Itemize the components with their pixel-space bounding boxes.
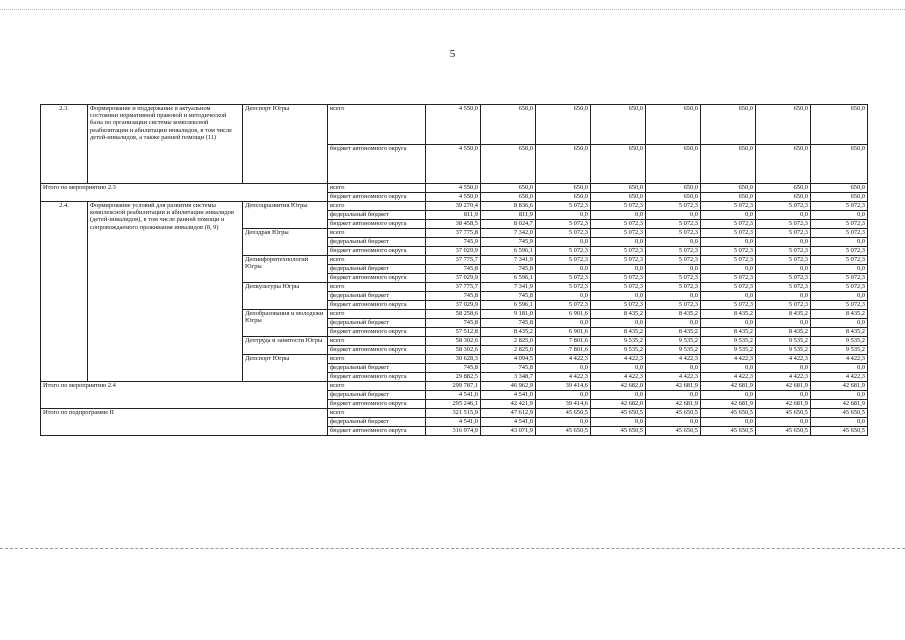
value-cell: 5 072,3 xyxy=(591,202,646,211)
executor-cell: Депспорт Югры xyxy=(243,105,328,184)
value-cell: 45 650,5 xyxy=(811,427,868,436)
funding-source: федеральный бюджет xyxy=(328,238,426,247)
value-cell: 2 825,0 xyxy=(481,337,536,346)
value-cell: 4 550,0 xyxy=(426,105,481,145)
value-cell: 5 072,3 xyxy=(756,301,811,310)
value-cell: 5 072,3 xyxy=(536,247,591,256)
value-cell: 8 435,2 xyxy=(756,310,811,319)
value-cell: 745,8 xyxy=(426,364,481,373)
value-cell: 6 901,6 xyxy=(536,310,591,319)
value-cell: 0,0 xyxy=(646,238,701,247)
value-cell: 5 072,3 xyxy=(756,220,811,229)
value-cell: 4 541,0 xyxy=(426,418,481,427)
value-cell: 650,0 xyxy=(811,184,868,193)
funding-source: всего xyxy=(328,355,426,364)
funding-source: бюджет автономного округа xyxy=(328,193,426,202)
value-cell: 45 650,5 xyxy=(591,427,646,436)
funding-source: бюджет автономного округа xyxy=(328,346,426,355)
value-cell: 45 650,5 xyxy=(756,409,811,418)
value-cell: 5 072,3 xyxy=(756,256,811,265)
value-cell: 8 435,2 xyxy=(811,328,868,337)
funding-source: всего xyxy=(328,337,426,346)
value-cell: 811,9 xyxy=(481,211,536,220)
table-row xyxy=(41,184,868,193)
value-cell: 5 072,3 xyxy=(591,256,646,265)
value-cell: 650,0 xyxy=(481,105,536,145)
value-cell: 5 072,3 xyxy=(646,274,701,283)
value-cell: 650,0 xyxy=(536,144,591,184)
value-cell: 7 342,0 xyxy=(481,229,536,238)
value-cell: 0,0 xyxy=(701,265,756,274)
value-cell: 0,0 xyxy=(536,211,591,220)
value-cell: 9 535,2 xyxy=(811,346,868,355)
value-cell: 39 414,6 xyxy=(536,382,591,391)
value-cell: 0,0 xyxy=(536,292,591,301)
executor-cell: Депсоцразвития Югры xyxy=(243,202,328,229)
value-cell: 58 302,6 xyxy=(426,337,481,346)
value-cell: 9 535,2 xyxy=(756,346,811,355)
value-cell: 321 515,9 xyxy=(426,409,481,418)
value-cell: 4 422,3 xyxy=(646,355,701,364)
value-cell: 42 681,9 xyxy=(701,382,756,391)
value-cell: 30 628,3 xyxy=(426,355,481,364)
value-cell: 9 535,2 xyxy=(591,346,646,355)
value-cell: 650,0 xyxy=(481,193,536,202)
value-cell: 5 072,3 xyxy=(701,274,756,283)
value-cell: 9 535,2 xyxy=(591,337,646,346)
value-cell: 5 072,3 xyxy=(756,274,811,283)
table-row xyxy=(41,105,868,145)
value-cell: 42 681,9 xyxy=(811,382,868,391)
value-cell: 9 535,2 xyxy=(701,337,756,346)
value-cell: 745,9 xyxy=(426,238,481,247)
value-cell: 37 029,9 xyxy=(426,247,481,256)
value-cell: 0,0 xyxy=(591,265,646,274)
value-cell: 4 422,3 xyxy=(701,355,756,364)
value-cell: 0,0 xyxy=(756,238,811,247)
funding-source: бюджет автономного округа xyxy=(328,220,426,229)
value-cell: 29 882,5 xyxy=(426,373,481,382)
value-cell: 5 072,3 xyxy=(646,301,701,310)
value-cell: 37 029,9 xyxy=(426,274,481,283)
value-cell: 46 962,9 xyxy=(481,382,536,391)
value-cell: 6 901,6 xyxy=(536,328,591,337)
value-cell: 5 072,3 xyxy=(536,202,591,211)
value-cell: 4 541,0 xyxy=(426,391,481,400)
funding-source: бюджет автономного округа xyxy=(328,247,426,256)
value-cell: 4 550,0 xyxy=(426,184,481,193)
value-cell: 9 535,2 xyxy=(646,346,701,355)
value-cell: 45 650,5 xyxy=(646,427,701,436)
funding-source: федеральный бюджет xyxy=(328,292,426,301)
funding-source: всего xyxy=(328,382,426,391)
value-cell: 4 422,3 xyxy=(811,373,868,382)
funding-source: федеральный бюджет xyxy=(328,265,426,274)
value-cell: 4 541,0 xyxy=(481,391,536,400)
measure-code: 2.3. xyxy=(41,105,88,184)
value-cell: 8 836,6 xyxy=(481,202,536,211)
value-cell: 0,0 xyxy=(756,292,811,301)
value-cell: 6 596,1 xyxy=(481,301,536,310)
value-cell: 650,0 xyxy=(701,193,756,202)
funding-source: бюджет автономного округа xyxy=(328,328,426,337)
budget-table xyxy=(40,104,868,436)
funding-source: федеральный бюджет xyxy=(328,418,426,427)
value-cell: 0,0 xyxy=(591,364,646,373)
value-cell: 5 072,3 xyxy=(811,220,868,229)
value-cell: 0,0 xyxy=(756,211,811,220)
value-cell: 42 421,9 xyxy=(481,400,536,409)
value-cell: 4 422,3 xyxy=(591,373,646,382)
value-cell: 38 458,5 xyxy=(426,220,481,229)
scan-artifact-line xyxy=(0,548,905,549)
value-cell: 299 787,1 xyxy=(426,382,481,391)
value-cell: 0,0 xyxy=(591,319,646,328)
value-cell: 650,0 xyxy=(756,184,811,193)
value-cell: 811,9 xyxy=(426,211,481,220)
measure-title: Формирование условий для развития системы комплексной реабилитации и абилитации инвалидов (детей-инвалидов), в том числе ранней помощи и сопровождаемого проживания инвалидов (8, 9) xyxy=(88,202,243,382)
value-cell: 650,0 xyxy=(591,184,646,193)
value-cell: 0,0 xyxy=(811,418,868,427)
value-cell: 4 541,0 xyxy=(481,418,536,427)
value-cell: 45 650,5 xyxy=(811,409,868,418)
scan-header-rule xyxy=(0,9,905,11)
value-cell: 5 072,3 xyxy=(591,220,646,229)
value-cell: 4 422,3 xyxy=(701,373,756,382)
value-cell: 0,0 xyxy=(701,292,756,301)
value-cell: 42 682,0 xyxy=(591,400,646,409)
value-cell: 0,0 xyxy=(591,238,646,247)
value-cell: 9 535,2 xyxy=(756,337,811,346)
value-cell: 0,0 xyxy=(536,238,591,247)
value-cell: 0,0 xyxy=(646,211,701,220)
value-cell: 47 612,9 xyxy=(481,409,536,418)
value-cell: 45 650,5 xyxy=(591,409,646,418)
subtotal-label: Итого по мероприятию 2.3 xyxy=(41,184,328,202)
value-cell: 8 435,2 xyxy=(811,310,868,319)
value-cell: 5 072,3 xyxy=(646,229,701,238)
value-cell: 745,8 xyxy=(481,265,536,274)
value-cell: 4 550,0 xyxy=(426,144,481,184)
value-cell: 650,0 xyxy=(646,184,701,193)
executor-cell: Депздрав Югры xyxy=(243,229,328,256)
value-cell: 5 072,3 xyxy=(591,301,646,310)
value-cell: 5 072,3 xyxy=(701,220,756,229)
funding-source: всего xyxy=(328,202,426,211)
value-cell: 0,0 xyxy=(701,319,756,328)
value-cell: 5 072,3 xyxy=(591,283,646,292)
value-cell: 42 681,9 xyxy=(646,400,701,409)
value-cell: 45 650,5 xyxy=(646,409,701,418)
executor-cell: Дептруда и занятости Югры xyxy=(243,337,328,355)
value-cell: 745,8 xyxy=(481,319,536,328)
value-cell: 0,0 xyxy=(591,211,646,220)
value-cell: 5 072,3 xyxy=(756,229,811,238)
value-cell: 0,0 xyxy=(536,319,591,328)
value-cell: 42 681,9 xyxy=(701,400,756,409)
funding-source: федеральный бюджет xyxy=(328,364,426,373)
value-cell: 0,0 xyxy=(646,418,701,427)
executor-cell: Депобразования и молодежи Югры xyxy=(243,310,328,337)
value-cell: 5 072,3 xyxy=(811,301,868,310)
value-cell: 7 341,9 xyxy=(481,256,536,265)
value-cell: 650,0 xyxy=(756,193,811,202)
value-cell: 7 341,9 xyxy=(481,283,536,292)
value-cell: 42 681,9 xyxy=(756,400,811,409)
value-cell: 9 181,0 xyxy=(481,310,536,319)
value-cell: 5 072,3 xyxy=(811,283,868,292)
value-cell: 5 072,3 xyxy=(646,283,701,292)
value-cell: 650,0 xyxy=(591,144,646,184)
value-cell: 0,0 xyxy=(756,418,811,427)
funding-source: федеральный бюджет xyxy=(328,391,426,400)
value-cell: 8 024,7 xyxy=(481,220,536,229)
table-row xyxy=(41,202,868,211)
value-cell: 37 029,9 xyxy=(426,301,481,310)
value-cell: 650,0 xyxy=(536,184,591,193)
value-cell: 650,0 xyxy=(536,105,591,145)
value-cell: 650,0 xyxy=(536,193,591,202)
table-row xyxy=(41,382,868,391)
value-cell: 650,0 xyxy=(811,144,868,184)
measure-title: Формирование и поддержание в актуальном состоянии нормативной правовой и методической базы по организации системы комплексной реабилитации и абилитации инвалидов, в том числе детей-инвалидов, а также ранней помощи (11) xyxy=(88,105,243,184)
funding-source: всего xyxy=(328,184,426,193)
value-cell: 0,0 xyxy=(811,292,868,301)
value-cell: 43 071,9 xyxy=(481,427,536,436)
value-cell: 5 072,3 xyxy=(536,220,591,229)
value-cell: 650,0 xyxy=(646,144,701,184)
value-cell: 5 072,3 xyxy=(536,301,591,310)
value-cell: 0,0 xyxy=(701,211,756,220)
funding-source: бюджет автономного округа xyxy=(328,400,426,409)
value-cell: 5 072,3 xyxy=(811,274,868,283)
subtotal-label: Итого по мероприятию 2.4 xyxy=(41,382,328,409)
value-cell: 4 422,3 xyxy=(811,355,868,364)
value-cell: 650,0 xyxy=(701,144,756,184)
value-cell: 6 596,1 xyxy=(481,247,536,256)
value-cell: 650,0 xyxy=(701,105,756,145)
value-cell: 37 775,7 xyxy=(426,283,481,292)
funding-source: всего xyxy=(328,229,426,238)
value-cell: 42 682,0 xyxy=(591,382,646,391)
value-cell: 8 435,2 xyxy=(591,310,646,319)
value-cell: 295 246,1 xyxy=(426,400,481,409)
value-cell: 0,0 xyxy=(811,265,868,274)
value-cell: 4 422,3 xyxy=(756,355,811,364)
value-cell: 2 825,0 xyxy=(481,346,536,355)
value-cell: 5 072,3 xyxy=(591,229,646,238)
funding-source: бюджет автономного округа xyxy=(328,427,426,436)
value-cell: 42 681,9 xyxy=(646,382,701,391)
value-cell: 745,8 xyxy=(426,265,481,274)
value-cell: 39 270,4 xyxy=(426,202,481,211)
funding-source: всего xyxy=(328,409,426,418)
value-cell: 745,8 xyxy=(481,292,536,301)
value-cell: 8 435,2 xyxy=(591,328,646,337)
value-cell: 0,0 xyxy=(646,364,701,373)
value-cell: 8 435,2 xyxy=(481,328,536,337)
value-cell: 0,0 xyxy=(756,265,811,274)
value-cell: 8 435,2 xyxy=(646,328,701,337)
value-cell: 5 072,3 xyxy=(701,247,756,256)
value-cell: 0,0 xyxy=(536,418,591,427)
value-cell: 650,0 xyxy=(811,193,868,202)
value-cell: 650,0 xyxy=(591,105,646,145)
value-cell: 0,0 xyxy=(756,364,811,373)
value-cell: 58 258,6 xyxy=(426,310,481,319)
value-cell: 0,0 xyxy=(756,319,811,328)
value-cell: 0,0 xyxy=(591,418,646,427)
value-cell: 37 775,8 xyxy=(426,229,481,238)
value-cell: 0,0 xyxy=(646,319,701,328)
value-cell: 9 535,2 xyxy=(701,346,756,355)
value-cell: 745,8 xyxy=(426,292,481,301)
value-cell: 745,8 xyxy=(481,364,536,373)
value-cell: 7 801,6 xyxy=(536,337,591,346)
value-cell: 5 072,3 xyxy=(811,229,868,238)
value-cell: 6 596,1 xyxy=(481,274,536,283)
value-cell: 5 072,3 xyxy=(756,202,811,211)
value-cell: 5 072,3 xyxy=(591,274,646,283)
value-cell: 0,0 xyxy=(701,364,756,373)
value-cell: 316 974,9 xyxy=(426,427,481,436)
value-cell: 5 072,3 xyxy=(536,274,591,283)
value-cell: 0,0 xyxy=(591,391,646,400)
value-cell: 4 422,3 xyxy=(536,355,591,364)
value-cell: 5 072,3 xyxy=(646,256,701,265)
value-cell: 0,0 xyxy=(646,265,701,274)
value-cell: 650,0 xyxy=(646,193,701,202)
value-cell: 45 650,5 xyxy=(756,427,811,436)
value-cell: 5 072,3 xyxy=(536,283,591,292)
value-cell: 5 072,3 xyxy=(756,247,811,256)
value-cell: 0,0 xyxy=(591,292,646,301)
executor-cell: Депспорт Югры xyxy=(243,355,328,382)
value-cell: 5 072,3 xyxy=(646,220,701,229)
value-cell: 0,0 xyxy=(811,238,868,247)
funding-source: бюджет автономного округа xyxy=(328,301,426,310)
value-cell: 5 072,3 xyxy=(646,202,701,211)
value-cell: 58 302,6 xyxy=(426,346,481,355)
funding-source: бюджет автономного округа xyxy=(328,144,426,184)
value-cell: 0,0 xyxy=(756,391,811,400)
value-cell: 745,8 xyxy=(426,319,481,328)
value-cell: 5 072,3 xyxy=(756,283,811,292)
value-cell: 5 072,3 xyxy=(701,283,756,292)
value-cell: 0,0 xyxy=(646,391,701,400)
value-cell: 5 072,3 xyxy=(646,247,701,256)
measure-code: 2.4. xyxy=(41,202,88,382)
value-cell: 5 072,3 xyxy=(591,247,646,256)
value-cell: 745,9 xyxy=(481,238,536,247)
value-cell: 9 535,2 xyxy=(646,337,701,346)
value-cell: 4 550,0 xyxy=(426,193,481,202)
value-cell: 0,0 xyxy=(811,364,868,373)
value-cell: 42 681,9 xyxy=(756,382,811,391)
value-cell: 5 072,3 xyxy=(811,247,868,256)
value-cell: 5 072,3 xyxy=(701,202,756,211)
value-cell: 650,0 xyxy=(481,184,536,193)
funding-source: всего xyxy=(328,256,426,265)
value-cell: 5 072,3 xyxy=(811,202,868,211)
value-cell: 3 348,7 xyxy=(481,373,536,382)
funding-source: федеральный бюджет xyxy=(328,319,426,328)
value-cell: 45 650,5 xyxy=(701,427,756,436)
value-cell: 5 072,3 xyxy=(701,301,756,310)
value-cell: 5 072,3 xyxy=(536,229,591,238)
value-cell: 650,0 xyxy=(756,144,811,184)
value-cell: 0,0 xyxy=(536,265,591,274)
value-cell: 4 422,3 xyxy=(756,373,811,382)
value-cell: 7 801,6 xyxy=(536,346,591,355)
funding-source: всего xyxy=(328,310,426,319)
value-cell: 8 435,2 xyxy=(646,310,701,319)
value-cell: 650,0 xyxy=(756,105,811,145)
value-cell: 4 422,3 xyxy=(591,355,646,364)
value-cell: 57 512,8 xyxy=(426,328,481,337)
value-cell: 650,0 xyxy=(701,184,756,193)
executor-cell: Депинформтехнологий Югры xyxy=(243,256,328,283)
value-cell: 45 650,5 xyxy=(701,409,756,418)
executor-cell: Депкультуры Югры xyxy=(243,283,328,310)
funding-source: всего xyxy=(328,283,426,292)
value-cell: 4 422,3 xyxy=(536,373,591,382)
value-cell: 5 072,3 xyxy=(701,229,756,238)
value-cell: 0,0 xyxy=(701,418,756,427)
funding-source: всего xyxy=(328,105,426,145)
funding-source: бюджет автономного округа xyxy=(328,373,426,382)
value-cell: 8 435,2 xyxy=(701,328,756,337)
value-cell: 650,0 xyxy=(811,105,868,145)
value-cell: 8 435,2 xyxy=(701,310,756,319)
value-cell: 0,0 xyxy=(701,238,756,247)
subtotal-label: Итого по подпрограмме II xyxy=(41,409,328,436)
value-cell: 4 422,3 xyxy=(646,373,701,382)
value-cell: 39 414,6 xyxy=(536,400,591,409)
value-cell: 5 072,3 xyxy=(811,256,868,265)
value-cell: 650,0 xyxy=(646,105,701,145)
value-cell: 45 650,5 xyxy=(536,409,591,418)
table-row xyxy=(41,409,868,418)
funding-source: федеральный бюджет xyxy=(328,211,426,220)
value-cell: 0,0 xyxy=(701,391,756,400)
value-cell: 5 072,3 xyxy=(536,256,591,265)
value-cell: 8 435,2 xyxy=(756,328,811,337)
value-cell: 37 775,7 xyxy=(426,256,481,265)
value-cell: 0,0 xyxy=(536,391,591,400)
page-number: 5 xyxy=(449,48,456,60)
value-cell: 0,0 xyxy=(811,319,868,328)
value-cell: 0,0 xyxy=(536,364,591,373)
value-cell: 9 535,2 xyxy=(811,337,868,346)
funding-source: бюджет автономного округа xyxy=(328,274,426,283)
value-cell: 0,0 xyxy=(811,211,868,220)
value-cell: 45 650,5 xyxy=(536,427,591,436)
value-cell: 42 681,9 xyxy=(811,400,868,409)
value-cell: 650,0 xyxy=(591,193,646,202)
value-cell: 0,0 xyxy=(646,292,701,301)
value-cell: 4 094,5 xyxy=(481,355,536,364)
value-cell: 5 072,3 xyxy=(701,256,756,265)
value-cell: 650,0 xyxy=(481,144,536,184)
value-cell: 0,0 xyxy=(811,391,868,400)
